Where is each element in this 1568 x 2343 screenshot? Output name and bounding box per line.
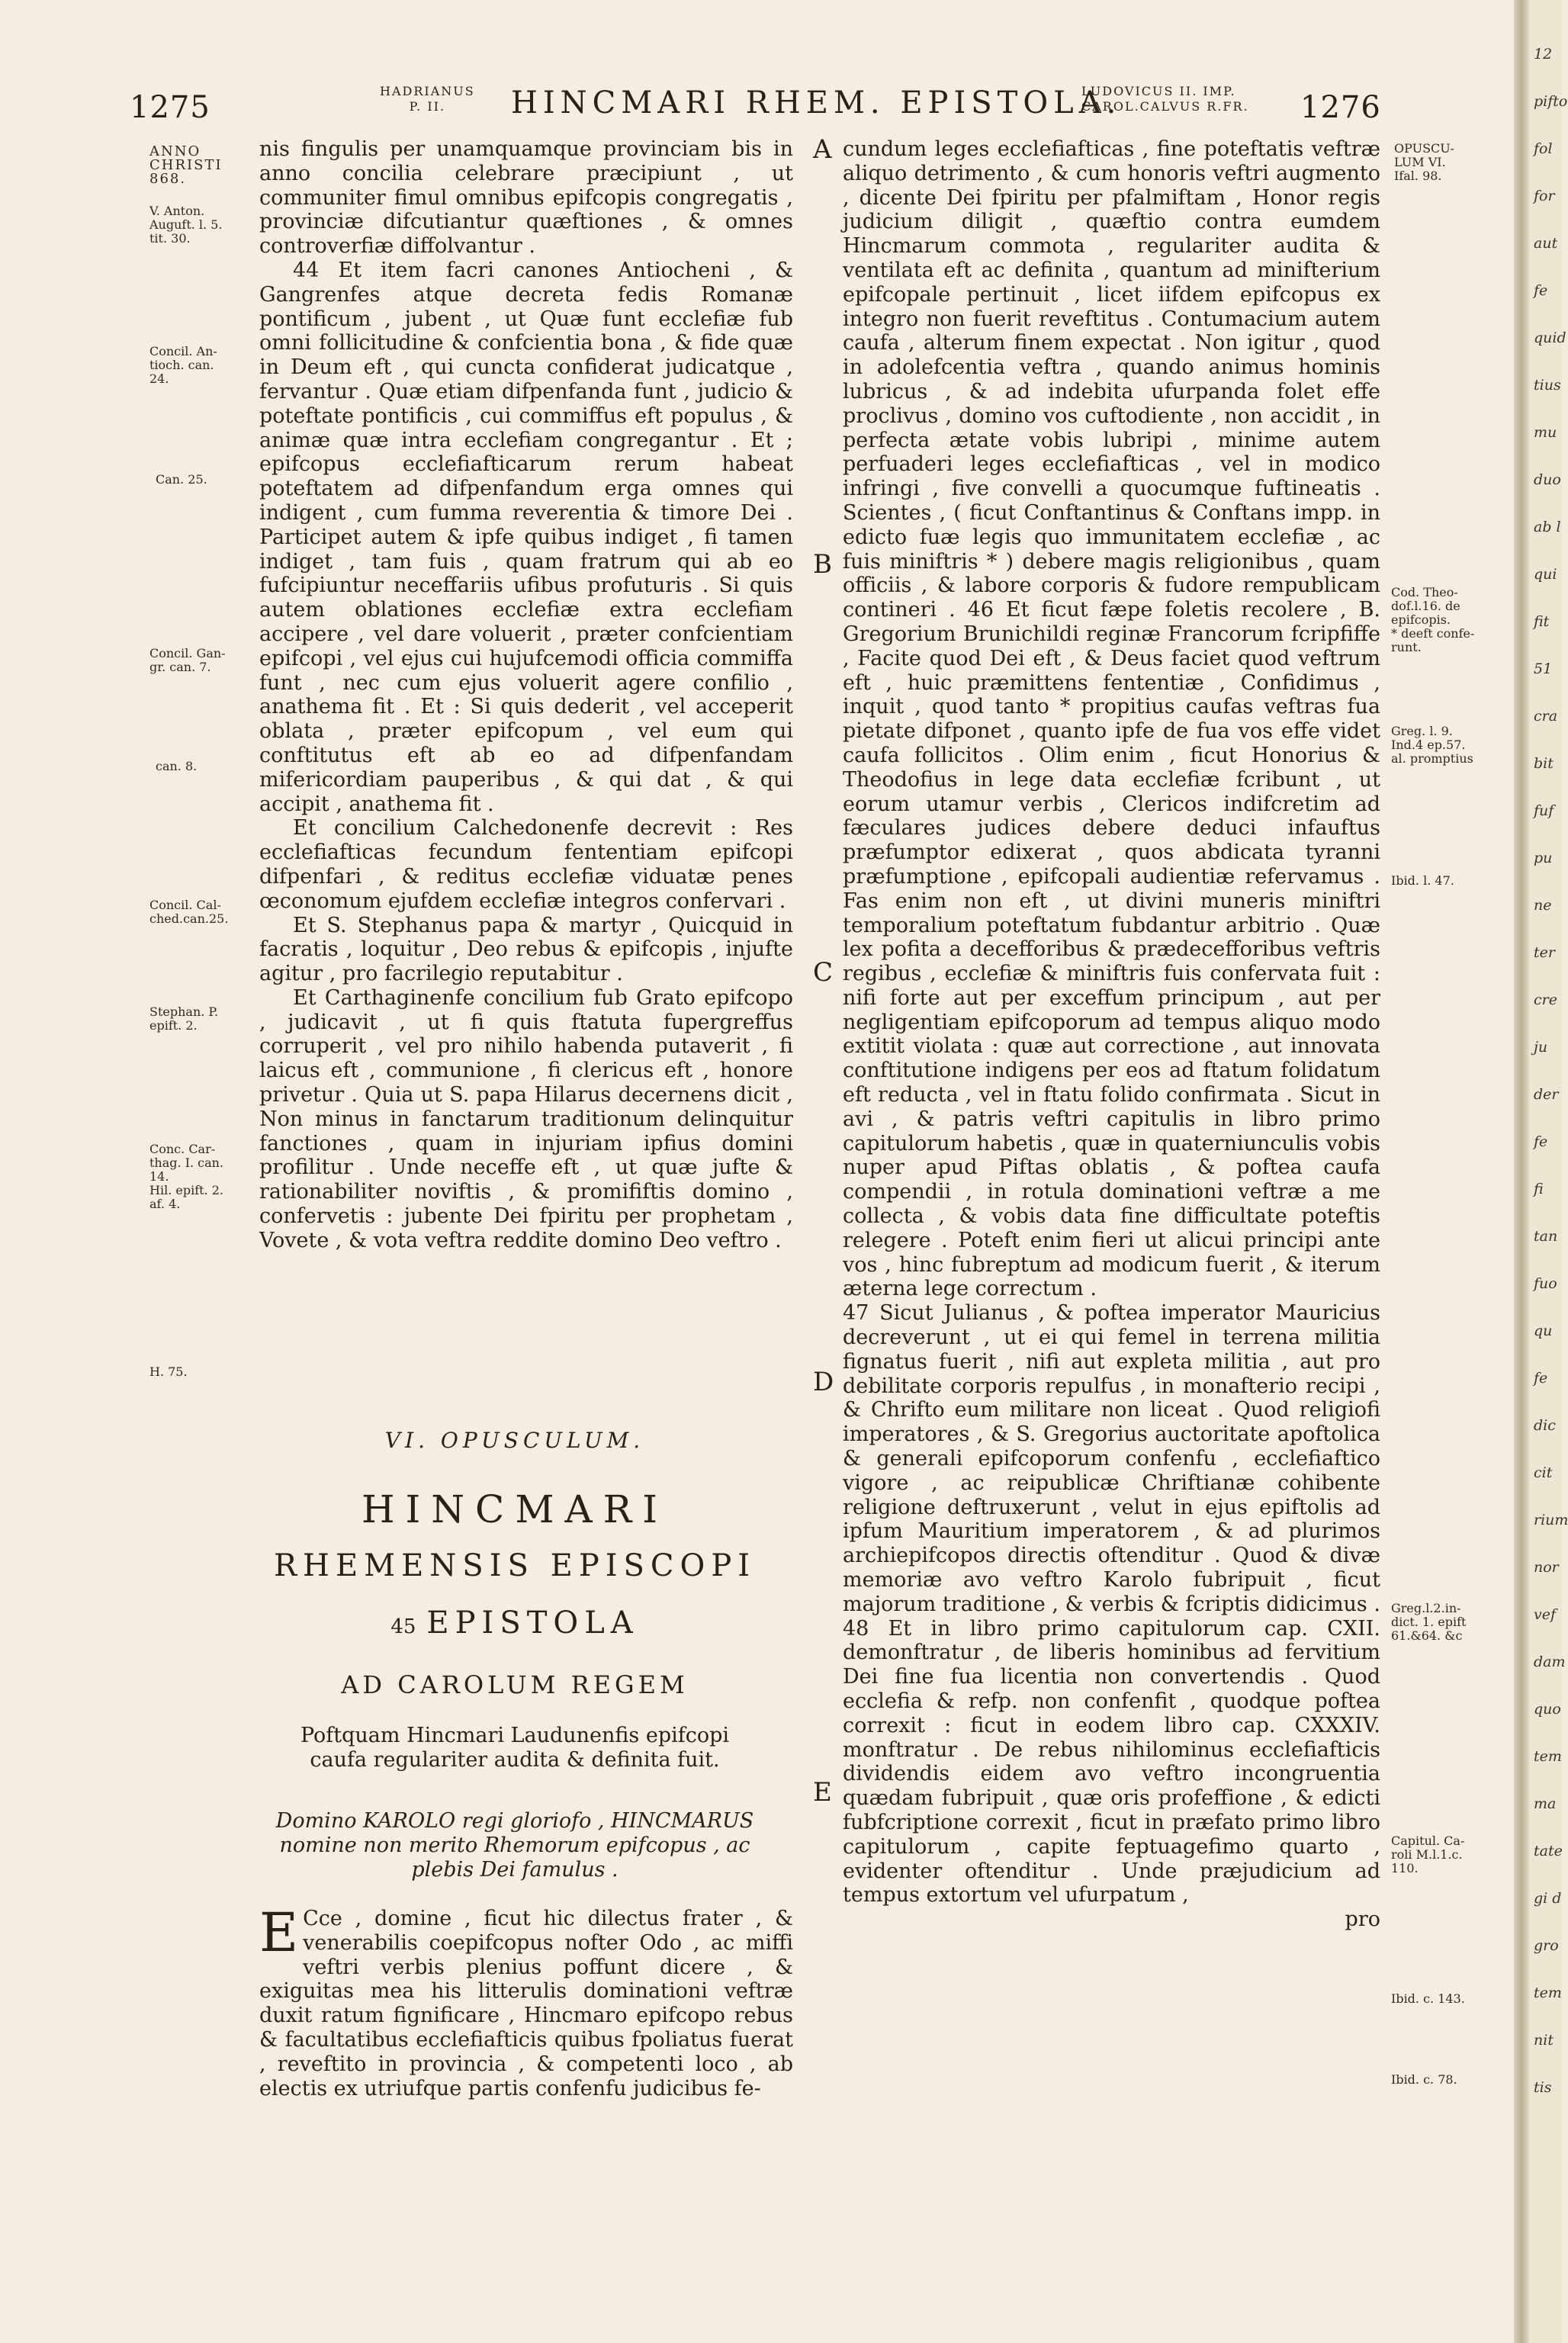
salutation: Domino KAROLO regi gloriofo , HINCMARUS nomine non merito Rhemorum epifcopus , ac plebis Dei famulus . [275, 1809, 754, 1882]
margin-note: Concil. An- tioch. can. 24. [149, 344, 217, 386]
paragraph: cundum leges ecclefiafticas , fine poteftatis veftræ aliquo detrimento , & cum honoris veftri augmento , dicente Dei fpiritu per pfalmiftam , Honor regis judicium diligit , quæftio contra eumdem Hincmarum commota , regulariter audita & ventilata eft ac definita , quantum ad minifterium epifcopale pertinuit , licet iifdem epifcopus ex integro non fuerit reveftitus . Contumacium autem caufa , alterum finem expectat . Non igitur , quod in adolefcentia veftra , quando animus hominis lubricus , & ad indebita ufurpanda folet effe proclivus , domino vos cuftodiente , non accidit , in perfecta ætate vobis lubripi , minime autem perfuaderi leges ecclefiafticas , vel in modico infringi , five convelli a quocumque fuftineatis . Scientes , ( ficut Conftantinus & Conftans impp. in edicto fuæ legis quo immunitatem ecclefiæ , ac fuis miniftris * ) debere magis religionibus , quam officiis , & labore corporis & fudore rempublicam contineri . 46 Et ficut fæpe foletis recolere , B. Gregorium Brunichildi reginæ Francorum fcripfiffe , Facite quod Dei eft , & Deus faciet quod veftrum eft , huic præmittens fententiæ , Confidimus , inquit , quod tanto * propitius caufas veftras fua pietate difponet , quanto ipfe de fua vos effe videt caufa follicitos . Olim enim , ficut Honorius & Theodofius in lege data ecclefiæ fcribunt , ut eorum utamur verbis , Clericos indifcretim ad fæculares judices debere deduci infauftus præfumptor edixerat , quos abdicata tyranni præfumptione , epifcopali audientiæ refervamus . Fas enim non eft , ut divini muneris miniftri temporalium poteftatum fubdantur arbitrio . Quæ lex pofita a decefforibus & prædecefforibus veftris regibus , ecclefiæ & miniftris fuis confervata fuit : nifi forte aut per exceffum principum , aut per negligentiam epifcoporum ad tempus aliquo modo extitit violata : quæ aut correctione , aut innovata conftitutione indigens per eos ad ftatum folidatum eft reducta , vel in ftatu folido confirmata . Sicut in avi , & patris veftri capitulis in libro primo capitulorum habetis , quæ in quaterniunculis vobis nuper apud Piftas oblatis , & poftea caufa compendii , in rotula dominationi veftræ a me collecta , & vobis data fine difficultate poteftis relegere . Poteft enim fieri ut alicui principi ante vos , hinc fubreptum ad modicum fuerit , & iterum æterna lege correctum . [843, 137, 1380, 1301]
adjacent-page-fragment: tius [1534, 377, 1561, 394]
adjacent-page-fragment: tate [1534, 1843, 1563, 1859]
paragraph: Cce , domine , ficut hic dilectus frater , & venerabilis coepifcopus nofter Odo , ac miffi veftri verbis plenius poffunt dicere , & exiguitas mea his litterulis dominationi veftræ duxit ratum fignificare , Hincmaro epifcopo rebus & facultatibus ecclefiafticis quibus fpoliatus fuerat , reveftito in provincia , & competenti loco , ab electis ex utriufque partis confenfu judicibus fe- [259, 1907, 793, 2100]
margin-note: Conc. Car- thag. I. can. 14. Hil. epift. 2. af. 4. [149, 1142, 224, 1211]
margin-note: Ibid. c. 78. [1391, 2072, 1457, 2087]
page-number-right: 1276 [1300, 90, 1381, 125]
adjacent-page-fragment: dam [1534, 1654, 1566, 1670]
heading-epistola: 45 EPISTOLA [390, 1605, 639, 1641]
margin-note: OPUSCU- LUM VI. Ifal. 98. [1394, 141, 1454, 183]
adjacent-page-fragment: rium [1534, 1512, 1568, 1528]
adjacent-page-fragment: ma [1534, 1795, 1557, 1812]
adjacent-page-fragment: 51 [1534, 660, 1553, 677]
adjacent-page-fragment: aut [1534, 235, 1558, 252]
adjacent-page-fragment: der [1534, 1086, 1559, 1103]
margin-note: Cod. Theo- dof.l.16. de epifcopis. * deeft confe- runt. [1391, 585, 1475, 654]
adjacent-page-fragment: fuf [1534, 802, 1554, 819]
adjacent-page-fragment: ter [1534, 944, 1555, 961]
running-head-left: HADRIANUS P. II. [380, 84, 475, 114]
adjacent-page-fragment: fe [1534, 1370, 1548, 1387]
adjacent-page-edge [1529, 0, 1568, 2343]
margin-note: Concil. Cal- ched.can.25. [149, 898, 229, 926]
adjacent-page-fragment: gro [1534, 1937, 1559, 1954]
adjacent-page-fragment: dic [1534, 1417, 1556, 1434]
margin-note: Greg.l.2.in- dict. 1. epift 61.&64. &c [1391, 1601, 1467, 1643]
running-head-right: LUDOVICUS II. IMP. CAROL.CALVUS R.FR. [1081, 84, 1249, 114]
adjacent-page-fragment: fol [1534, 140, 1553, 157]
left-text-column [259, 137, 793, 1253]
paragraph: 47 Sicut Julianus , & poftea imperator Mauricius decreverunt , ut ei qui femel in terrena militia fignatus fuerit , nifi aut expleta militia , aut pro debilitate corporis repulfus , in monafterio recipi , & Chrifto eum militare non liceat . Quod religiofi imperatores , & S. Gregorius auctoritate apoftolica & generali epifcoporum confenfu , ecclefiaftico vigore , ac reipublicæ Chriftianæ cohibente religione deftruxerunt , velut in ejus epiftolis ad ipfum Mauritium imperatorem , & ad plurimos archiepifcopos directis oftenditur . Quod & divæ memoriæ avo veftro Karolo fubripuit , ficut majorum traditione , & verbis & fcriptis didicimus . 48 Et in libro primo capitulorum cap. CXII. demonftratur , de liberis hominibus ad fervitium Dei fine fua licentia non convertendis . Quod ecclefia & refp. non confenfit , quodque poftea correxit : ficut in eodem libro cap. CXXXIV. monftratur . De rebus nihilominus ecclefiafticis dividendis eidem avo veftro incongruentia quædam fubripuit , quæ oris profeffione , & edicti fubfcriptione correxit , ficut in præfato primo libro capitulorum , capite feptuagefimo quarto , evidenter oftenditur . Unde præjudicium ad tempus extortum vel ufurpatum , [843, 1301, 1380, 1908]
section-letter-b: B [813, 549, 832, 580]
catchword: pro [1345, 1908, 1380, 1932]
adjacent-page-fragment: duo [1534, 471, 1561, 488]
adjacent-page-fragment: ne [1534, 897, 1552, 914]
paragraph: nis fingulis per unamquamque provinciam bis in anno concilia celebrare præcipiunt , ut communiter fimul omnibus epifcopis congregatis , provinciæ difcutiantur quæftiones , & omnes controverfiæ diffolvantur . [259, 137, 793, 259]
adjacent-page-fragment: fuo [1534, 1275, 1557, 1292]
right-text-column [843, 137, 1380, 1932]
adjacent-page-fragment: pifto [1534, 93, 1568, 110]
margin-note: Concil. Gan- gr. can. 7. [149, 646, 226, 674]
margin-note: H. 75. [149, 1364, 188, 1379]
paragraph: Et S. Stephanus papa & martyr , Quicquid in facratis , loquitur , Deo rebus & epifcopis , injufte agitur , pro facrilegio reputabitur . [259, 913, 793, 986]
margin-note: Greg. l. 9. Ind.4 ep.57. al. promptius [1391, 724, 1473, 766]
adjacent-page-fragment: pu [1534, 850, 1553, 866]
adjacent-page-fragment: qu [1534, 1323, 1553, 1339]
letter-number: 45 [390, 1615, 416, 1638]
adjacent-page-fragment: fe [1534, 1133, 1548, 1150]
adjacent-page-fragment: nit [1534, 2032, 1554, 2049]
opusculum-label: VI. OPUSCULUM. [384, 1428, 645, 1453]
book-gutter [1514, 0, 1529, 2343]
section-letter-c: C [813, 957, 834, 988]
adjacent-page-fragment: gi d [1534, 1890, 1562, 1907]
heading-addressee: AD CAROLUM REGEM [341, 1670, 689, 1699]
letter-opening [259, 1901, 793, 2100]
adjacent-page-fragment: cre [1534, 992, 1557, 1008]
margin-note: Can. 25. [156, 472, 207, 487]
adjacent-page-fragment: mu [1534, 424, 1557, 441]
margin-note: Stephan. P. epift. 2. [149, 1004, 219, 1033]
adjacent-page-fragment: ju [1534, 1039, 1548, 1056]
adjacent-page-fragment: fit [1534, 613, 1550, 630]
section-letter-e: E [813, 1777, 832, 1808]
adjacent-page-fragment: bit [1534, 755, 1554, 772]
heading-rhemensis: RHEMENSIS EPISCOPI [273, 1548, 757, 1583]
adjacent-page-fragment: vef [1534, 1606, 1557, 1623]
heading-hincmari: HINCMARI [361, 1487, 669, 1531]
adjacent-page-fragment: nor [1534, 1559, 1559, 1576]
margin-note: V. Anton. Auguft. l. 5. tit. 30. [149, 204, 223, 246]
adjacent-page-fragment: fe [1534, 282, 1548, 299]
adjacent-page-fragment: cra [1534, 708, 1558, 725]
margin-note: Ibid. c. 143. [1391, 1991, 1465, 2006]
adjacent-page-fragment: tis [1534, 2079, 1552, 2096]
adjacent-page-fragment: cit [1534, 1464, 1553, 1481]
adjacent-page-fragment: quid [1534, 329, 1566, 346]
section-letter-d: D [813, 1367, 834, 1397]
adjacent-page-fragment: 12 [1534, 46, 1553, 63]
margin-note: Capitul. Ca- roli M.l.1.c. 110. [1391, 1834, 1465, 1875]
margin-note-anno: ANNO CHRISTI 868. [149, 143, 223, 187]
adjacent-page-fragment: ab l [1534, 519, 1561, 535]
adjacent-page-fragment: fi [1534, 1181, 1544, 1197]
paragraph: 44 Et item facri canones Antiocheni , & Gangrenfes atque decreta fedis Romanæ pontificum , jubent , ut Quæ funt ecclefiæ fub omni follicitudine & confcientia bona , & fide quæ in Deum eft , qui cuncta confiderat judicatque , fervantur . Quæ etiam difpenfanda funt , judicio & poteftate pontificis , cui commiffus eft populus , & animæ quæ intra ecclefiam congregantur . Et ; epifcopus ecclefiafticarum rerum habeat poteftatem ad difpenfandum erga omnes qui indigent , cum fumma reverentia & timore Dei . Participet autem & ipfe quibus indiget , fi tamen indiget , tam fuis , quam fratrum qui ab eo fufcipiuntur neceffariis ufibus profuturis . Si quis autem oblationes ecclefiæ extra ecclefiam accipere , vel dare voluerit , præter confcientiam epifcopi , vel ejus cui hujufcemodi officia commiffa funt , nec cum ejus voluerit agere confilio , anathema fit . Et : Si quis dederit , vel acceperit oblata , præter epifcopum , vel eum qui conftitutus eft ab eo ad difpenfandam mifericordiam pauperibus , & qui dat , & qui accipit , anathema fit . [259, 258, 793, 816]
paragraph: Et concilium Calchedonenfe decrevit : Res ecclefiafticas fecundum fententiam epifcopi difpenfari , & reditus ecclefiæ viduatæ penes œconomum ejufdem ecclefiæ integros confervari . [259, 816, 793, 913]
adjacent-page-fragment: tem [1534, 1985, 1562, 2001]
margin-note: Ibid. l. 47. [1391, 873, 1454, 888]
margin-note: can. 8. [156, 759, 198, 773]
adjacent-page-fragment: qui [1534, 566, 1557, 583]
adjacent-page-fragment: quo [1534, 1701, 1561, 1718]
drop-cap: E [259, 1901, 299, 1964]
page-title: HINCMARI RHEM. EPISTOLA. [511, 85, 1122, 121]
adjacent-page-fragment: tan [1534, 1228, 1558, 1245]
adjacent-page-fragment: tem [1534, 1748, 1562, 1765]
paragraph: Et Carthaginenfe concilium fub Grato epifcopo , judicavit , ut fi quis ftatuta fupergreffus corruperit , vel pro nihilo habenda putaverit , fi laicus eft , communione , fi clericus eft , honore privetur . Quia ut S. papa Hilarus decernens dicit , Non minus in fanctarum traditionum delinquitur fanctiones , quam in injuriam ipfius domini profilitur . Unde neceffe eft , ut quæ jufte & rationabiliter noviftis , & promififtis domino , confervetis : jubente Dei fpiritu per prophetam , Vovete , & vota veftra reddite domino Deo veftro . [259, 985, 793, 1252]
subtitle: Poftquam Hincmari Laudunenfis epifcopi caufa regulariter audita & definita fuit. [300, 1724, 730, 1772]
adjacent-page-fragment: for [1534, 188, 1555, 204]
page-number-left: 1275 [130, 90, 210, 125]
section-letter-a: A [813, 134, 832, 165]
